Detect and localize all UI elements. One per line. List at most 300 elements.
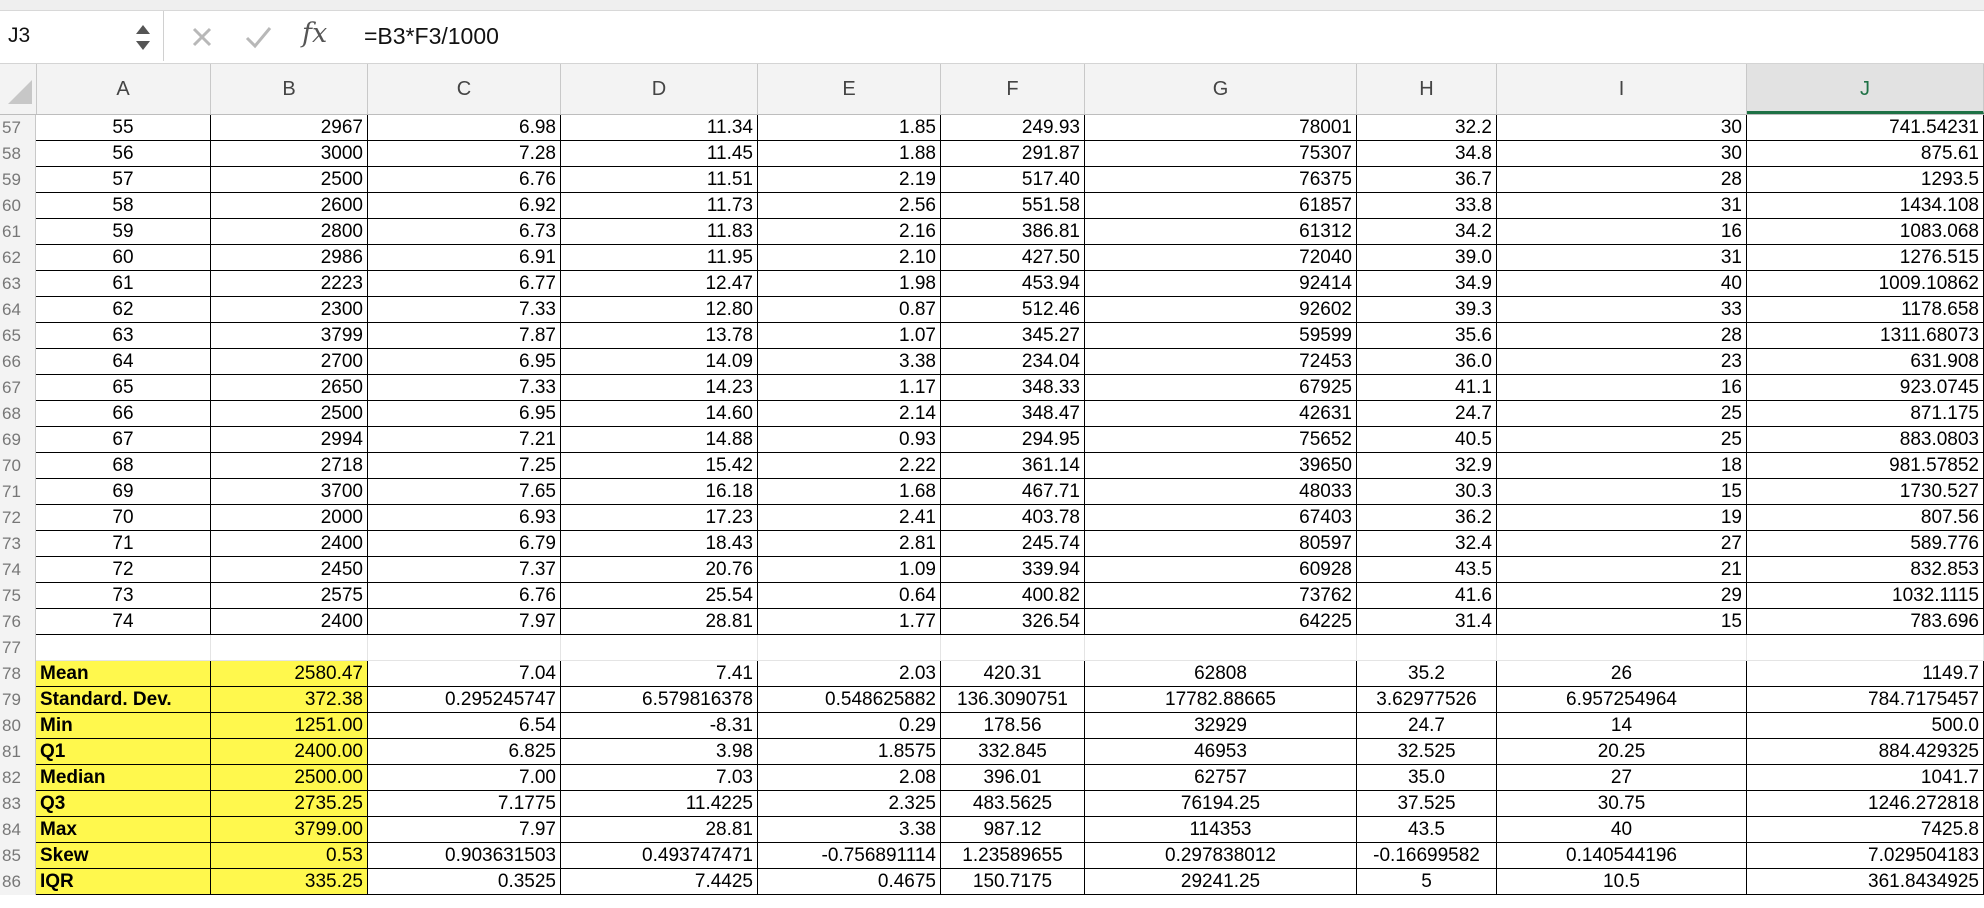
- cell-e61[interactable]: 2.16: [758, 219, 941, 245]
- cell-f73[interactable]: 245.74: [941, 531, 1085, 557]
- row-number[interactable]: 69: [0, 427, 36, 453]
- cell-f62[interactable]: 427.50: [941, 245, 1085, 271]
- cell-i69[interactable]: 25: [1497, 427, 1747, 453]
- cell-j74[interactable]: 832.853: [1747, 557, 1984, 583]
- row-number[interactable]: 64: [0, 297, 36, 323]
- cell-d77[interactable]: [561, 635, 758, 661]
- cell-i70[interactable]: 18: [1497, 453, 1747, 479]
- cell-g76[interactable]: 64225: [1085, 609, 1357, 635]
- cell-i73[interactable]: 27: [1497, 531, 1747, 557]
- cell-e86[interactable]: 0.4675: [758, 869, 941, 895]
- cell-d74[interactable]: 20.76: [561, 557, 758, 583]
- cell-f80[interactable]: 178.56: [941, 713, 1085, 739]
- cell-b66[interactable]: 2700: [211, 349, 368, 375]
- cell-e75[interactable]: 0.64: [758, 583, 941, 609]
- cell-e76[interactable]: 1.77: [758, 609, 941, 635]
- cell-d62[interactable]: 11.95: [561, 245, 758, 271]
- cell-a86[interactable]: IQR: [36, 869, 211, 895]
- cell-j73[interactable]: 589.776: [1747, 531, 1984, 557]
- cell-j65[interactable]: 1311.68073: [1747, 323, 1984, 349]
- row-number[interactable]: 58: [0, 141, 36, 167]
- cell-d69[interactable]: 14.88: [561, 427, 758, 453]
- cell-a80[interactable]: Min: [36, 713, 211, 739]
- cell-d67[interactable]: 14.23: [561, 375, 758, 401]
- row-number[interactable]: 83: [0, 791, 36, 817]
- cell-a58[interactable]: 56: [36, 141, 211, 167]
- cell-h75[interactable]: 41.6: [1357, 583, 1497, 609]
- cell-d82[interactable]: 7.03: [561, 765, 758, 791]
- cell-f83[interactable]: 483.5625: [941, 791, 1085, 817]
- cell-g66[interactable]: 72453: [1085, 349, 1357, 375]
- row-number[interactable]: 72: [0, 505, 36, 531]
- cell-a67[interactable]: 65: [36, 375, 211, 401]
- cell-c60[interactable]: 6.92: [368, 193, 561, 219]
- cell-a65[interactable]: 63: [36, 323, 211, 349]
- cell-d76[interactable]: 28.81: [561, 609, 758, 635]
- cell-c81[interactable]: 6.825: [368, 739, 561, 765]
- cell-c73[interactable]: 6.79: [368, 531, 561, 557]
- cell-h76[interactable]: 31.4: [1357, 609, 1497, 635]
- cell-i68[interactable]: 25: [1497, 401, 1747, 427]
- cell-f85[interactable]: 1.23589655: [941, 843, 1085, 869]
- column-header-c[interactable]: C: [368, 64, 561, 114]
- cell-h58[interactable]: 34.8: [1357, 141, 1497, 167]
- cell-b62[interactable]: 2986: [211, 245, 368, 271]
- cell-g79[interactable]: 17782.88665: [1085, 687, 1357, 713]
- cell-g83[interactable]: 76194.25: [1085, 791, 1357, 817]
- cell-e71[interactable]: 1.68: [758, 479, 941, 505]
- cell-h60[interactable]: 33.8: [1357, 193, 1497, 219]
- select-all-corner[interactable]: [0, 64, 37, 114]
- cell-b78[interactable]: 2580.47: [211, 661, 368, 687]
- cell-i81[interactable]: 20.25: [1497, 739, 1747, 765]
- column-header-i[interactable]: I: [1497, 64, 1747, 114]
- cell-h66[interactable]: 36.0: [1357, 349, 1497, 375]
- cell-f66[interactable]: 234.04: [941, 349, 1085, 375]
- cell-c63[interactable]: 6.77: [368, 271, 561, 297]
- cell-b76[interactable]: 2400: [211, 609, 368, 635]
- cell-h64[interactable]: 39.3: [1357, 297, 1497, 323]
- cell-a75[interactable]: 73: [36, 583, 211, 609]
- cell-c75[interactable]: 6.76: [368, 583, 561, 609]
- row-number[interactable]: 77: [0, 635, 36, 661]
- cell-c65[interactable]: 7.87: [368, 323, 561, 349]
- cell-d68[interactable]: 14.60: [561, 401, 758, 427]
- cell-f76[interactable]: 326.54: [941, 609, 1085, 635]
- row-number[interactable]: 81: [0, 739, 36, 765]
- row-number[interactable]: 63: [0, 271, 36, 297]
- cell-d66[interactable]: 14.09: [561, 349, 758, 375]
- cell-j67[interactable]: 923.0745: [1747, 375, 1984, 401]
- cell-j82[interactable]: 1041.7: [1747, 765, 1984, 791]
- cell-a76[interactable]: 74: [36, 609, 211, 635]
- cell-h79[interactable]: 3.62977526: [1357, 687, 1497, 713]
- cell-b83[interactable]: 2735.25: [211, 791, 368, 817]
- cell-b69[interactable]: 2994: [211, 427, 368, 453]
- cell-f77[interactable]: [941, 635, 1085, 661]
- cell-f63[interactable]: 453.94: [941, 271, 1085, 297]
- cell-e74[interactable]: 1.09: [758, 557, 941, 583]
- cell-h68[interactable]: 24.7: [1357, 401, 1497, 427]
- cell-g75[interactable]: 73762: [1085, 583, 1357, 609]
- cell-i71[interactable]: 15: [1497, 479, 1747, 505]
- row-number[interactable]: 65: [0, 323, 36, 349]
- cell-f60[interactable]: 551.58: [941, 193, 1085, 219]
- column-header-h[interactable]: H: [1357, 64, 1497, 114]
- cell-i65[interactable]: 28: [1497, 323, 1747, 349]
- cell-g81[interactable]: 46953: [1085, 739, 1357, 765]
- cell-f82[interactable]: 396.01: [941, 765, 1085, 791]
- cell-h61[interactable]: 34.2: [1357, 219, 1497, 245]
- cell-a59[interactable]: 57: [36, 167, 211, 193]
- cell-h78[interactable]: 35.2: [1357, 661, 1497, 687]
- column-header-f[interactable]: F: [941, 64, 1085, 114]
- cell-a83[interactable]: Q3: [36, 791, 211, 817]
- cell-d73[interactable]: 18.43: [561, 531, 758, 557]
- cell-c66[interactable]: 6.95: [368, 349, 561, 375]
- cell-i57[interactable]: 30: [1497, 115, 1747, 141]
- cell-h81[interactable]: 32.525: [1357, 739, 1497, 765]
- cell-j63[interactable]: 1009.10862: [1747, 271, 1984, 297]
- cell-g86[interactable]: 29241.25: [1085, 869, 1357, 895]
- cell-d61[interactable]: 11.83: [561, 219, 758, 245]
- cell-e79[interactable]: 0.548625882: [758, 687, 941, 713]
- cell-e77[interactable]: [758, 635, 941, 661]
- cell-d57[interactable]: 11.34: [561, 115, 758, 141]
- cell-g78[interactable]: 62808: [1085, 661, 1357, 687]
- cell-c78[interactable]: 7.04: [368, 661, 561, 687]
- cell-f74[interactable]: 339.94: [941, 557, 1085, 583]
- cell-f58[interactable]: 291.87: [941, 141, 1085, 167]
- cell-c72[interactable]: 6.93: [368, 505, 561, 531]
- cell-c62[interactable]: 6.91: [368, 245, 561, 271]
- cell-g68[interactable]: 42631: [1085, 401, 1357, 427]
- cell-j75[interactable]: 1032.1115: [1747, 583, 1984, 609]
- cell-j78[interactable]: 1149.7: [1747, 661, 1984, 687]
- cell-e69[interactable]: 0.93: [758, 427, 941, 453]
- cell-b59[interactable]: 2500: [211, 167, 368, 193]
- cell-d58[interactable]: 11.45: [561, 141, 758, 167]
- cell-j86[interactable]: 361.8434925: [1747, 869, 1984, 895]
- cell-a57[interactable]: 55: [36, 115, 211, 141]
- cell-i62[interactable]: 31: [1497, 245, 1747, 271]
- cell-b70[interactable]: 2718: [211, 453, 368, 479]
- cell-j70[interactable]: 981.57852: [1747, 453, 1984, 479]
- cell-g65[interactable]: 59599: [1085, 323, 1357, 349]
- cell-f72[interactable]: 403.78: [941, 505, 1085, 531]
- cell-c77[interactable]: [368, 635, 561, 661]
- cell-c57[interactable]: 6.98: [368, 115, 561, 141]
- row-number[interactable]: 80: [0, 713, 36, 739]
- cell-b80[interactable]: 1251.00: [211, 713, 368, 739]
- row-number[interactable]: 70: [0, 453, 36, 479]
- cell-d59[interactable]: 11.51: [561, 167, 758, 193]
- name-box-stepper-icon[interactable]: [132, 19, 154, 55]
- cell-a71[interactable]: 69: [36, 479, 211, 505]
- column-header-a[interactable]: A: [36, 64, 211, 114]
- cell-e62[interactable]: 2.10: [758, 245, 941, 271]
- row-number[interactable]: 84: [0, 817, 36, 843]
- spreadsheet-grid[interactable]: [0, 115, 1984, 908]
- cell-a61[interactable]: 59: [36, 219, 211, 245]
- cell-e72[interactable]: 2.41: [758, 505, 941, 531]
- cell-c74[interactable]: 7.37: [368, 557, 561, 583]
- cell-c79[interactable]: 0.295245747: [368, 687, 561, 713]
- cell-c80[interactable]: 6.54: [368, 713, 561, 739]
- cell-b79[interactable]: 372.38: [211, 687, 368, 713]
- cell-g67[interactable]: 67925: [1085, 375, 1357, 401]
- column-header-g[interactable]: G: [1085, 64, 1357, 114]
- cell-j66[interactable]: 631.908: [1747, 349, 1984, 375]
- cell-j84[interactable]: 7425.8: [1747, 817, 1984, 843]
- cell-a60[interactable]: 58: [36, 193, 211, 219]
- cell-a66[interactable]: 64: [36, 349, 211, 375]
- cell-j81[interactable]: 884.429325: [1747, 739, 1984, 765]
- cell-b58[interactable]: 3000: [211, 141, 368, 167]
- cell-d84[interactable]: 28.81: [561, 817, 758, 843]
- row-number[interactable]: 57: [0, 115, 36, 141]
- cell-a81[interactable]: Q1: [36, 739, 211, 765]
- cell-f57[interactable]: 249.93: [941, 115, 1085, 141]
- cell-a63[interactable]: 61: [36, 271, 211, 297]
- cell-g73[interactable]: 80597: [1085, 531, 1357, 557]
- column-header-j[interactable]: J: [1747, 64, 1984, 114]
- cell-h67[interactable]: 41.1: [1357, 375, 1497, 401]
- cell-e57[interactable]: 1.85: [758, 115, 941, 141]
- row-number[interactable]: 71: [0, 479, 36, 505]
- cell-j79[interactable]: 784.7175457: [1747, 687, 1984, 713]
- cell-a73[interactable]: 71: [36, 531, 211, 557]
- cell-j80[interactable]: 500.0: [1747, 713, 1984, 739]
- cell-d86[interactable]: 7.4425: [561, 869, 758, 895]
- cell-b67[interactable]: 2650: [211, 375, 368, 401]
- cell-j72[interactable]: 807.56: [1747, 505, 1984, 531]
- cell-j69[interactable]: 883.0803: [1747, 427, 1984, 453]
- cell-h63[interactable]: 34.9: [1357, 271, 1497, 297]
- cell-e82[interactable]: 2.08: [758, 765, 941, 791]
- cell-a78[interactable]: Mean: [36, 661, 211, 687]
- row-number[interactable]: 60: [0, 193, 36, 219]
- cell-j64[interactable]: 1178.658: [1747, 297, 1984, 323]
- cell-h82[interactable]: 35.0: [1357, 765, 1497, 791]
- cell-e70[interactable]: 2.22: [758, 453, 941, 479]
- cell-i77[interactable]: [1497, 635, 1747, 661]
- cell-g72[interactable]: 67403: [1085, 505, 1357, 531]
- cell-d65[interactable]: 13.78: [561, 323, 758, 349]
- cell-g61[interactable]: 61312: [1085, 219, 1357, 245]
- row-number[interactable]: 62: [0, 245, 36, 271]
- cell-h59[interactable]: 36.7: [1357, 167, 1497, 193]
- cell-e81[interactable]: 1.8575: [758, 739, 941, 765]
- cell-c82[interactable]: 7.00: [368, 765, 561, 791]
- cell-i75[interactable]: 29: [1497, 583, 1747, 609]
- cell-j83[interactable]: 1246.272818: [1747, 791, 1984, 817]
- cell-j71[interactable]: 1730.527: [1747, 479, 1984, 505]
- cell-c68[interactable]: 6.95: [368, 401, 561, 427]
- fx-icon[interactable]: fx: [302, 18, 328, 49]
- cell-g71[interactable]: 48033: [1085, 479, 1357, 505]
- cell-i86[interactable]: 10.5: [1497, 869, 1747, 895]
- cell-b73[interactable]: 2400: [211, 531, 368, 557]
- cell-e80[interactable]: 0.29: [758, 713, 941, 739]
- cell-f86[interactable]: 150.7175: [941, 869, 1085, 895]
- cell-g84[interactable]: 114353: [1085, 817, 1357, 843]
- cell-e66[interactable]: 3.38: [758, 349, 941, 375]
- cell-b77[interactable]: [211, 635, 368, 661]
- cell-c67[interactable]: 7.33: [368, 375, 561, 401]
- cell-i83[interactable]: 30.75: [1497, 791, 1747, 817]
- cell-e58[interactable]: 1.88: [758, 141, 941, 167]
- cell-g80[interactable]: 32929: [1085, 713, 1357, 739]
- cell-h85[interactable]: -0.16699582: [1357, 843, 1497, 869]
- cell-h73[interactable]: 32.4: [1357, 531, 1497, 557]
- cell-i79[interactable]: 6.957254964: [1497, 687, 1747, 713]
- cell-a62[interactable]: 60: [36, 245, 211, 271]
- cell-h77[interactable]: [1357, 635, 1497, 661]
- cell-a84[interactable]: Max: [36, 817, 211, 843]
- cell-e78[interactable]: 2.03: [758, 661, 941, 687]
- cell-e60[interactable]: 2.56: [758, 193, 941, 219]
- cell-e65[interactable]: 1.07: [758, 323, 941, 349]
- cell-j61[interactable]: 1083.068: [1747, 219, 1984, 245]
- cell-g59[interactable]: 76375: [1085, 167, 1357, 193]
- cell-e85[interactable]: -0.756891114: [758, 843, 941, 869]
- cell-f59[interactable]: 517.40: [941, 167, 1085, 193]
- cell-j59[interactable]: 1293.5: [1747, 167, 1984, 193]
- cell-a68[interactable]: 66: [36, 401, 211, 427]
- cell-j62[interactable]: 1276.515: [1747, 245, 1984, 271]
- cell-c58[interactable]: 7.28: [368, 141, 561, 167]
- cell-b64[interactable]: 2300: [211, 297, 368, 323]
- cell-g58[interactable]: 75307: [1085, 141, 1357, 167]
- cell-i84[interactable]: 40: [1497, 817, 1747, 843]
- cell-g82[interactable]: 62757: [1085, 765, 1357, 791]
- cell-h62[interactable]: 39.0: [1357, 245, 1497, 271]
- cell-g77[interactable]: [1085, 635, 1357, 661]
- cell-e83[interactable]: 2.325: [758, 791, 941, 817]
- cell-f69[interactable]: 294.95: [941, 427, 1085, 453]
- cell-b57[interactable]: 2967: [211, 115, 368, 141]
- cell-a74[interactable]: 72: [36, 557, 211, 583]
- cell-g64[interactable]: 92602: [1085, 297, 1357, 323]
- cell-i61[interactable]: 16: [1497, 219, 1747, 245]
- cell-f78[interactable]: 420.31: [941, 661, 1085, 687]
- cell-e63[interactable]: 1.98: [758, 271, 941, 297]
- row-number[interactable]: 78: [0, 661, 36, 687]
- cell-i72[interactable]: 19: [1497, 505, 1747, 531]
- cell-g70[interactable]: 39650: [1085, 453, 1357, 479]
- cell-f68[interactable]: 348.47: [941, 401, 1085, 427]
- cell-a70[interactable]: 68: [36, 453, 211, 479]
- row-number[interactable]: 67: [0, 375, 36, 401]
- cell-i66[interactable]: 23: [1497, 349, 1747, 375]
- cell-h69[interactable]: 40.5: [1357, 427, 1497, 453]
- cell-h84[interactable]: 43.5: [1357, 817, 1497, 843]
- cell-a64[interactable]: 62: [36, 297, 211, 323]
- cell-e84[interactable]: 3.38: [758, 817, 941, 843]
- cancel-icon[interactable]: [186, 20, 218, 54]
- cell-g85[interactable]: 0.297838012: [1085, 843, 1357, 869]
- cell-b60[interactable]: 2600: [211, 193, 368, 219]
- cell-b74[interactable]: 2450: [211, 557, 368, 583]
- cell-j85[interactable]: 7.029504183: [1747, 843, 1984, 869]
- cell-j68[interactable]: 871.175: [1747, 401, 1984, 427]
- cell-d83[interactable]: 11.4225: [561, 791, 758, 817]
- cell-f81[interactable]: 332.845: [941, 739, 1085, 765]
- cell-b65[interactable]: 3799: [211, 323, 368, 349]
- cell-b63[interactable]: 2223: [211, 271, 368, 297]
- cell-j77[interactable]: [1747, 635, 1984, 661]
- cell-g60[interactable]: 61857: [1085, 193, 1357, 219]
- cell-d75[interactable]: 25.54: [561, 583, 758, 609]
- cell-i64[interactable]: 33: [1497, 297, 1747, 323]
- cell-e67[interactable]: 1.17: [758, 375, 941, 401]
- cell-b75[interactable]: 2575: [211, 583, 368, 609]
- cell-j60[interactable]: 1434.108: [1747, 193, 1984, 219]
- cell-i82[interactable]: 27: [1497, 765, 1747, 791]
- cell-i67[interactable]: 16: [1497, 375, 1747, 401]
- cell-h65[interactable]: 35.6: [1357, 323, 1497, 349]
- row-number[interactable]: 61: [0, 219, 36, 245]
- cell-b68[interactable]: 2500: [211, 401, 368, 427]
- cell-a77[interactable]: [36, 635, 211, 661]
- cell-c59[interactable]: 6.76: [368, 167, 561, 193]
- cell-e68[interactable]: 2.14: [758, 401, 941, 427]
- column-header-b[interactable]: B: [211, 64, 368, 114]
- row-number[interactable]: 75: [0, 583, 36, 609]
- cell-b86[interactable]: 335.25: [211, 869, 368, 895]
- row-number[interactable]: 59: [0, 167, 36, 193]
- column-header-e[interactable]: E: [758, 64, 941, 114]
- cell-h72[interactable]: 36.2: [1357, 505, 1497, 531]
- cell-d70[interactable]: 15.42: [561, 453, 758, 479]
- cell-c61[interactable]: 6.73: [368, 219, 561, 245]
- cell-b84[interactable]: 3799.00: [211, 817, 368, 843]
- cell-a85[interactable]: Skew: [36, 843, 211, 869]
- cell-j76[interactable]: 783.696: [1747, 609, 1984, 635]
- cell-i58[interactable]: 30: [1497, 141, 1747, 167]
- cell-h57[interactable]: 32.2: [1357, 115, 1497, 141]
- cell-i59[interactable]: 28: [1497, 167, 1747, 193]
- name-box[interactable]: [0, 11, 164, 61]
- row-number[interactable]: 68: [0, 401, 36, 427]
- cell-e59[interactable]: 2.19: [758, 167, 941, 193]
- cell-g63[interactable]: 92414: [1085, 271, 1357, 297]
- cell-f67[interactable]: 348.33: [941, 375, 1085, 401]
- cell-e73[interactable]: 2.81: [758, 531, 941, 557]
- row-number[interactable]: 66: [0, 349, 36, 375]
- cell-j57[interactable]: 741.54231: [1747, 115, 1984, 141]
- cell-h83[interactable]: 37.525: [1357, 791, 1497, 817]
- cell-c76[interactable]: 7.97: [368, 609, 561, 635]
- cell-c84[interactable]: 7.97: [368, 817, 561, 843]
- row-number[interactable]: 82: [0, 765, 36, 791]
- cell-a82[interactable]: Median: [36, 765, 211, 791]
- cell-i85[interactable]: 0.140544196: [1497, 843, 1747, 869]
- cell-h86[interactable]: 5: [1357, 869, 1497, 895]
- cell-c69[interactable]: 7.21: [368, 427, 561, 453]
- cell-i78[interactable]: 26: [1497, 661, 1747, 687]
- cell-d63[interactable]: 12.47: [561, 271, 758, 297]
- cell-f61[interactable]: 386.81: [941, 219, 1085, 245]
- cell-g62[interactable]: 72040: [1085, 245, 1357, 271]
- cell-i76[interactable]: 15: [1497, 609, 1747, 635]
- cell-b85[interactable]: 0.53: [211, 843, 368, 869]
- row-number[interactable]: 73: [0, 531, 36, 557]
- cell-i60[interactable]: 31: [1497, 193, 1747, 219]
- cell-g69[interactable]: 75652: [1085, 427, 1357, 453]
- cell-c85[interactable]: 0.903631503: [368, 843, 561, 869]
